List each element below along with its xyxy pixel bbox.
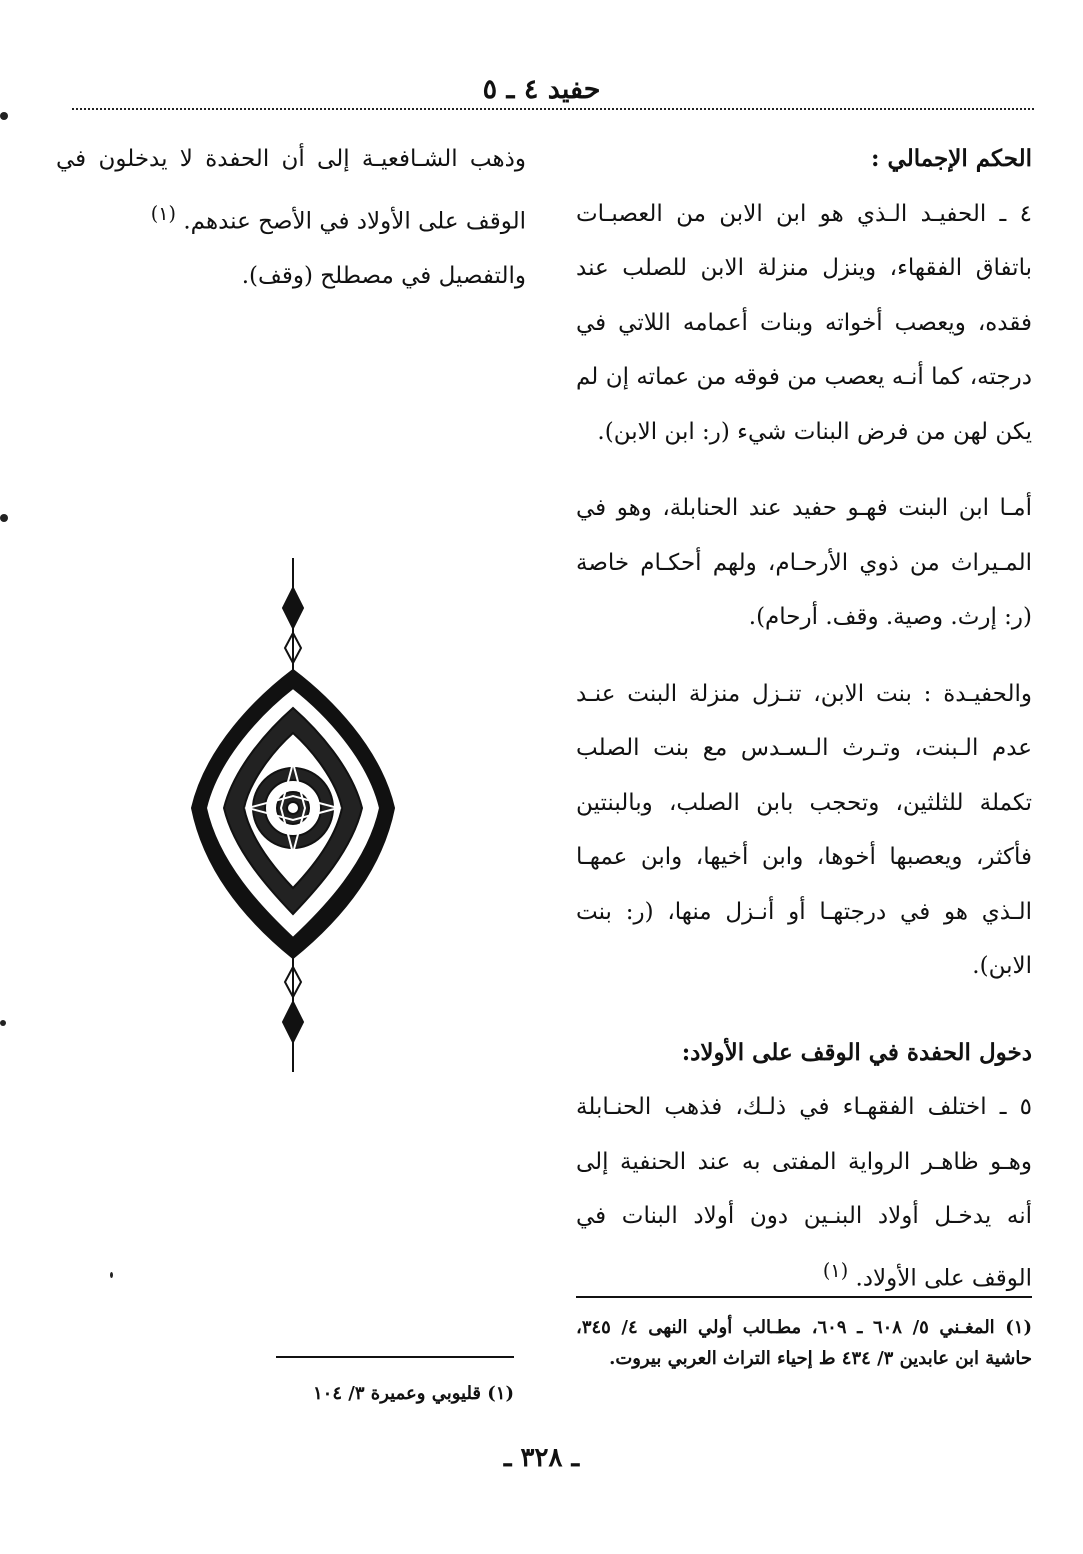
section-heading-waqf-text: دخول الحفدة في الوقف على الأولاد: xyxy=(681,1038,1032,1066)
arabesque-ornament-icon xyxy=(190,558,396,1072)
footnote-rule-left xyxy=(276,1356,514,1358)
paragraph-waqf-disagreement xyxy=(576,1080,1032,1306)
paragraph-waqf-text: ٥ ـ اختلف الفقهـاء في ذلـك، فذهب الحنـابلة وهـو ظاهـر الرواية المفتى به عند الحنفية إلى أنه يدخـل أولاد البنـين دون أولاد البنات في الوقف على الأولاد. xyxy=(576,1094,1032,1292)
paragraph-see-term: والتفصيل في مصطلح (وقف). xyxy=(241,262,526,289)
paragraph-daughters-son: أمـا ابن البنت فهـو حفيد عند الحنابلة، وهو في المـيراث من ذوي الأرحـام، ولهم أحكـام خاصة (ر: إرث. وصية. وقف. أرحام). xyxy=(576,495,1032,630)
section-heading-waqf xyxy=(576,1026,1032,1081)
paragraph-shafii-text: وذهب الشـافعيـة إلى أن الحفدة لا يدخلون في الوقف على الأولاد في الأصح عندهم. xyxy=(56,146,526,235)
scan-speck xyxy=(0,514,8,522)
footnote-marker: (١) xyxy=(150,201,177,225)
running-header: حفيد ٤ ـ ٥ xyxy=(482,74,601,105)
page-number: ـ ٣٢٨ ـ xyxy=(503,1443,580,1473)
scan-speck xyxy=(0,1020,6,1026)
paragraph-gap xyxy=(576,994,1032,1026)
scan-speck xyxy=(0,112,8,120)
paragraph-granddaughter: والحفيـدة : بنت الابن، تنـزل منزلة البنت عنـد عدم الـبنت، وتـرث الـسـدس مع بنت الصلب تكملة للثلثين، وتحجب بابن الصلب، وبالبنتين فأكثر، ويعصبها أخوها، وابن أخيها، وابن عمهـا الـذي هو في درجتهـا أو أنـزل منها، (ر: بنت الابن). xyxy=(576,680,1032,979)
footnote-rule-right xyxy=(576,1296,1032,1298)
right-column xyxy=(576,132,1032,1306)
scan-speck xyxy=(110,1272,113,1278)
section-heading-summary-ruling: الحكم الإجمالي : xyxy=(871,145,1032,172)
paragraph-gap xyxy=(576,459,1032,481)
paragraph-shafii-view xyxy=(56,132,526,249)
paragraph-gap xyxy=(576,645,1032,667)
footnote-marker: (١) xyxy=(822,1258,849,1282)
left-column xyxy=(56,132,526,303)
footnote-right: (١) المغـني ٥/ ٦٠٨ ـ ٦٠٩، مطـالب أولي النهى ٤/ ٣٤٥، حاشية ابن عابدين ٣/ ٤٣٤ ط إحياء التراث العربي بيروت. xyxy=(576,1317,1032,1369)
footnote-left: (١) قليوبي وعميرة ٣/ ١٠٤ xyxy=(313,1383,514,1404)
header-dotted-rule xyxy=(72,108,1034,110)
paragraph-grandson: ٤ ـ الحفيـد الـذي هو ابن الابن من العصبـات باتفاق الفقهاء، وينزل منزلة الابن للصلب عند فقده، ويعصب أخواته وبنات أعمامه اللاتي في درجته، كما أنـه يعصب من فوقه من عماته إن لم يكن لهن من فرض البنات شيء (ر: ابن الابن). xyxy=(576,200,1032,445)
